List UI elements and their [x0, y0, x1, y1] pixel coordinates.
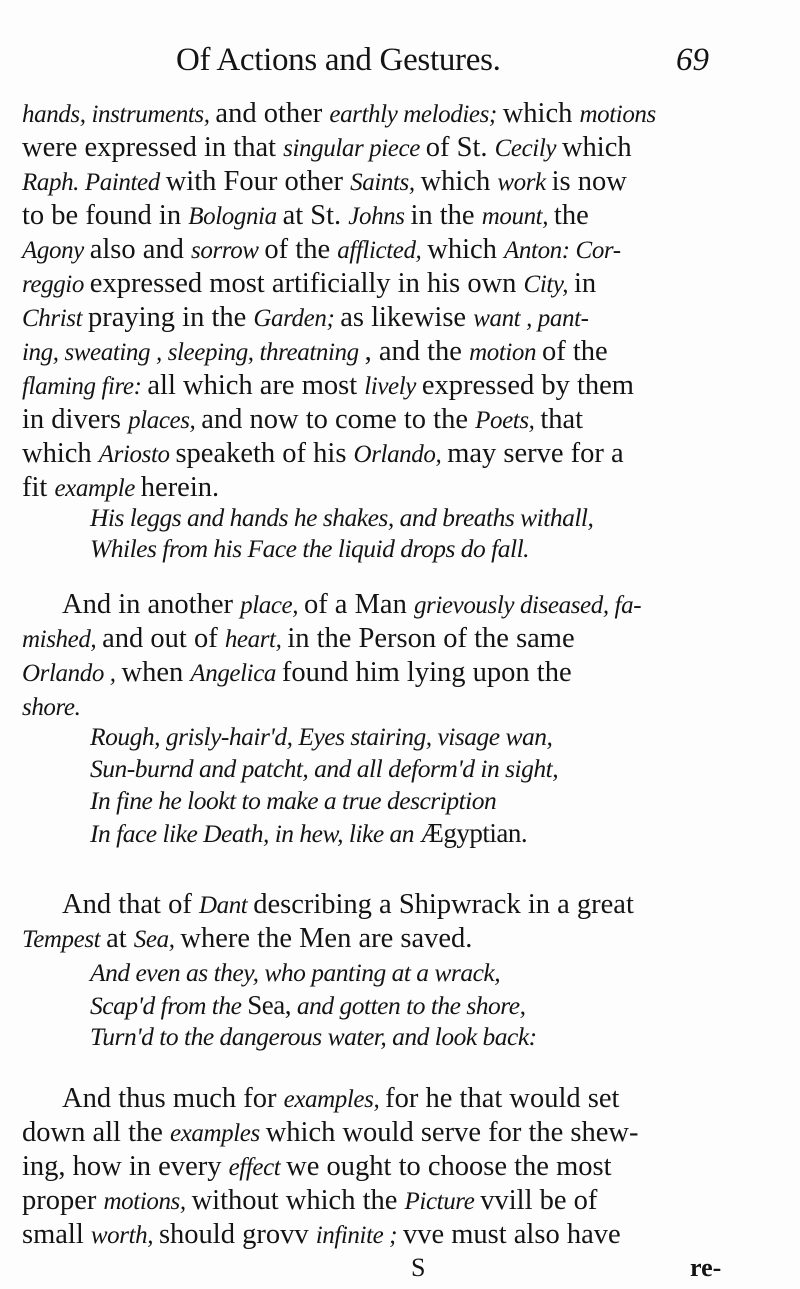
roman-run: found him lying upon the [281, 657, 572, 688]
roman-run: fit [22, 472, 55, 503]
roman-run: And that of [62, 889, 199, 920]
roman-run: is now [551, 166, 627, 197]
roman-run: which [561, 132, 632, 163]
italic-run: mished, [22, 626, 103, 653]
roman-run: also and [89, 234, 192, 265]
roman-run: which [427, 234, 505, 265]
italic-run: instruments, [91, 101, 216, 128]
roman-run: in the [410, 200, 482, 231]
roman-run: herein. [140, 472, 220, 503]
text-line [22, 301, 722, 336]
roman-run: in the Person of the same [287, 623, 575, 654]
page-number: 69 [676, 42, 709, 78]
roman-run: describing a Shipwrack in a great [253, 889, 634, 920]
italic-run: worth, [90, 1222, 159, 1249]
verse-line: His leggs and hands he shakes, and breaths withall, [90, 503, 594, 532]
roman-run: without which the [191, 1185, 405, 1216]
italic-run: Saints, [350, 169, 421, 196]
text-line [22, 335, 722, 370]
roman-run: which would serve for the shew- [265, 1117, 639, 1148]
italic-run: Picture [404, 1188, 481, 1215]
roman-run: which [22, 438, 99, 469]
italic-run: singular piece [283, 135, 426, 162]
text-line [22, 1218, 722, 1253]
verse-line: Turn'd to the dangerous water, and look back: [90, 1022, 537, 1051]
italic-run: earthly melodies; [329, 101, 503, 128]
italic-run: Bolognia [188, 203, 283, 230]
text-line [22, 199, 722, 234]
text-line [62, 888, 762, 923]
text-line [22, 922, 722, 957]
text-line [22, 622, 722, 657]
italic-run: motions [579, 101, 656, 128]
roman-run: may serve for a [447, 438, 624, 469]
italic-run: shore. [22, 694, 81, 721]
roman-run: all which are most [147, 370, 365, 401]
text-line [62, 1082, 762, 1117]
italic-run: Cecily [494, 135, 562, 162]
roman-run: ing, how in every [22, 1151, 229, 1182]
italic-run: Tempest [22, 926, 107, 953]
running-head: Of Actions and Gestures. [176, 42, 501, 78]
roman-run: which [502, 98, 580, 129]
roman-run: the [553, 200, 589, 231]
italic-run: Orlando , [22, 660, 122, 687]
text-line [22, 369, 722, 404]
roman-run: expressed by them [421, 370, 634, 401]
roman-run: of St. [425, 132, 495, 163]
italic-run: Garden; [253, 305, 341, 332]
roman-run: for he that would set [385, 1083, 620, 1114]
text-line [22, 471, 722, 506]
text-line [22, 233, 722, 268]
italic-run: mount, [481, 203, 554, 230]
roman-run: to be found in [22, 200, 189, 231]
roman-run: where the Men are saved. [180, 923, 473, 954]
italic-run: lively [364, 373, 422, 400]
roman-run: that [540, 404, 584, 435]
roman-run: were expressed in that [22, 132, 284, 163]
verse-line: And even as they, who panting at a wrack, [90, 958, 501, 987]
text-line [22, 1116, 722, 1151]
verse-line: Rough, grisly-hair'd, Eyes stairing, visage wan, [90, 722, 553, 751]
italic-run: motions, [103, 1188, 192, 1215]
italic-run: Agony [22, 237, 90, 264]
roman-run: down all the [22, 1117, 171, 1148]
italic-run: examples [170, 1120, 266, 1147]
text-line [62, 588, 762, 623]
verse-line: Sun-burnd and patcht, and all deform'd in sight, [90, 754, 559, 783]
italic-run: infinite ; [315, 1222, 403, 1249]
catchword: re- [690, 1253, 722, 1282]
page-header [0, 42, 800, 92]
roman-run: and out of [102, 623, 225, 654]
text-line [22, 165, 722, 200]
italic-run: Dant [198, 892, 254, 919]
italic-run: want , pant- [473, 305, 589, 332]
italic-run: ing, sweating , sleeping, threatning [22, 339, 365, 366]
roman-run: and other [215, 98, 330, 129]
roman-run: vve must also have [402, 1219, 621, 1250]
roman-run: And in another [62, 589, 241, 620]
roman-run: in divers [22, 404, 129, 435]
roman-run: at St. [282, 200, 349, 231]
text-line [22, 403, 722, 438]
italic-run: Orlando, [353, 441, 448, 468]
roman-run: speaketh of his [175, 438, 354, 469]
text-line [22, 97, 722, 132]
text-line [22, 131, 722, 166]
italic-run: reggio [22, 271, 90, 298]
italic-run: fa- [614, 592, 642, 619]
italic-run: Raph. Painted [22, 169, 166, 196]
roman-run: proper [22, 1185, 104, 1216]
text-line [22, 656, 722, 691]
roman-run: praying in the [87, 302, 254, 333]
roman-run: And thus much for [62, 1083, 284, 1114]
italic-run: effect [228, 1154, 287, 1181]
text-line [22, 267, 722, 302]
verse-line: Whiles from his Face the liquid drops do fall. [90, 534, 530, 563]
italic-run: Johns [348, 203, 411, 230]
italic-run: grievously diseased, [413, 592, 615, 619]
roman-run: when [121, 657, 191, 688]
italic-run: work [497, 169, 552, 196]
italic-run: Sea, [133, 926, 181, 953]
italic-run: Poets, [475, 407, 541, 434]
italic-run: hands, [22, 101, 92, 128]
roman-run: as likewise [340, 302, 474, 333]
roman-run: and now to come to the [201, 404, 476, 435]
italic-run: City, [523, 271, 574, 298]
text-line [22, 1184, 722, 1219]
text-line [22, 690, 722, 725]
italic-run: sorrow [191, 237, 265, 264]
roman-run: , and the [364, 336, 470, 367]
text-line [22, 1150, 722, 1185]
italic-run: place, [240, 592, 304, 619]
roman-run: vvill be of [480, 1185, 598, 1216]
italic-run: flaming fire: [22, 373, 148, 400]
italic-run: example [54, 475, 141, 502]
italic-run: heart, [224, 626, 288, 653]
italic-run: examples, [283, 1086, 386, 1113]
verse-line: In face like Death, in hew, like an Ægyptian. [90, 818, 528, 848]
italic-run: Anton: Cor- [504, 237, 621, 264]
roman-run: with Four other [165, 166, 351, 197]
italic-run: afflicted, [337, 237, 428, 264]
roman-run: which [420, 166, 498, 197]
italic-run: Angelica [190, 660, 282, 687]
roman-run: of a Man [303, 589, 414, 620]
italic-run: Ariosto [98, 441, 176, 468]
roman-run: of the [541, 336, 608, 367]
roman-run: expressed most artificially in his own [89, 268, 524, 299]
roman-run: small [22, 1219, 91, 1250]
text-line [22, 437, 722, 472]
roman-run: at [106, 923, 134, 954]
italic-run: places, [128, 407, 202, 434]
italic-run: Christ [22, 305, 88, 332]
verse-line: Scap'd from the Sea, and gotten to the shore, [90, 990, 526, 1020]
roman-run: should grovv [158, 1219, 316, 1250]
roman-run: in [573, 268, 597, 299]
italic-run: motion [469, 339, 542, 366]
roman-run: we ought to choose the most [286, 1151, 612, 1182]
verse-line: In fine he lookt to make a true description [90, 786, 497, 815]
signature-mark: S [411, 1253, 426, 1282]
roman-run: of the [264, 234, 338, 265]
